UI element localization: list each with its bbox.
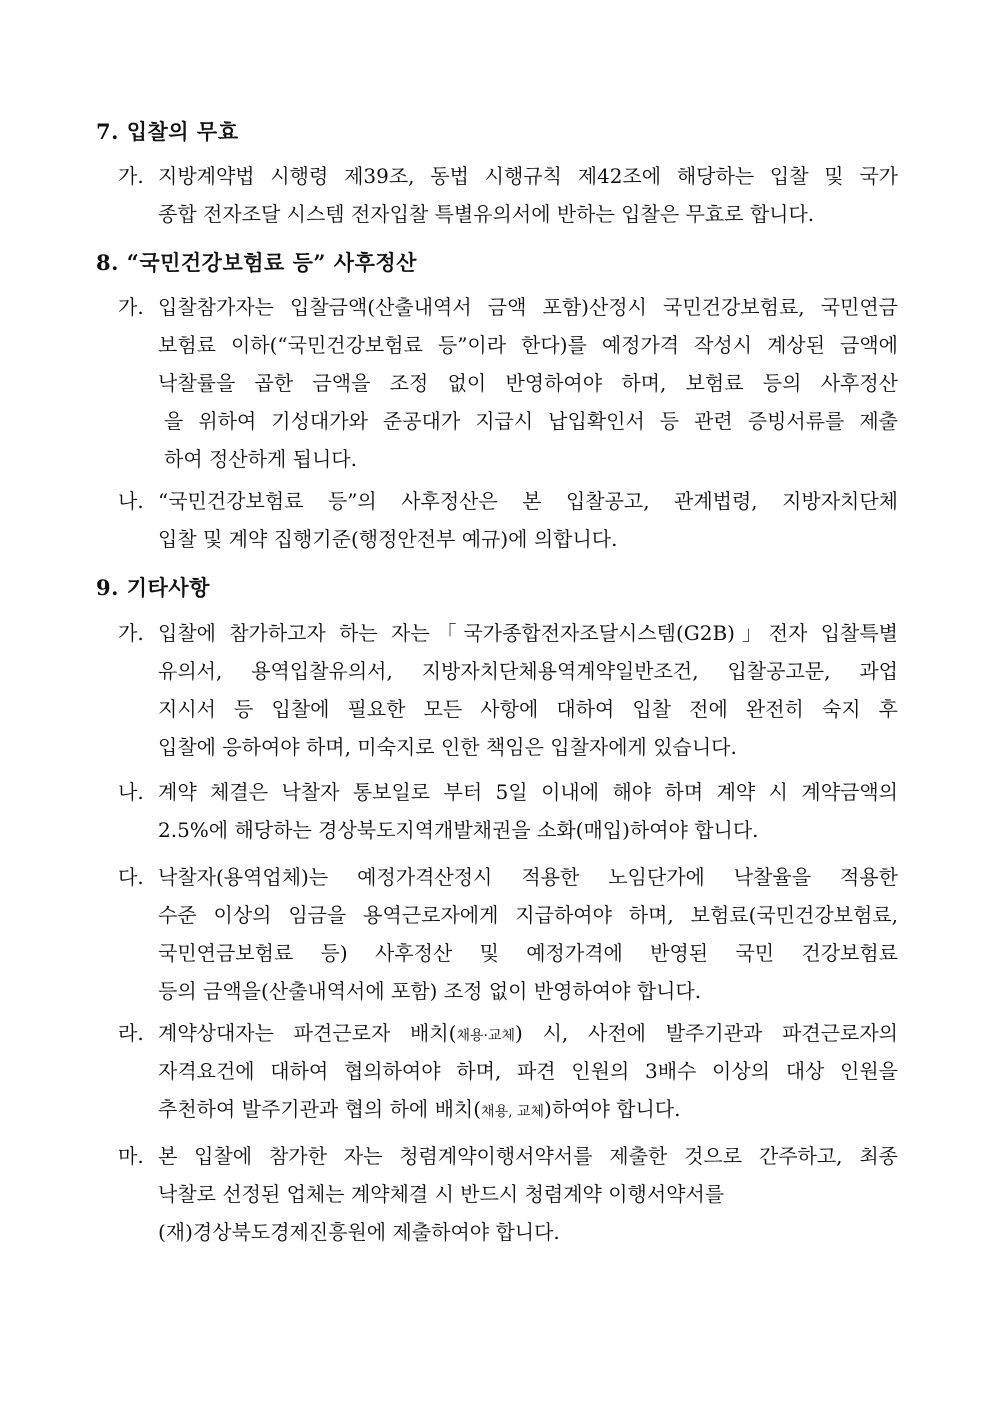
line-small-text: 채용, 교체 — [481, 1104, 545, 1120]
item-text-line: 입찰에 응하여야 하며, 미숙지로 인한 책임은 입찰자에게 있습니다. — [158, 735, 737, 759]
item-marker: 나. — [118, 780, 144, 804]
section-7-item-ga — [118, 157, 898, 233]
section-9-item-ma — [118, 1137, 898, 1251]
item-text-line: 지방계약법 시행령 제39조, 동법 시행규칙 제42조에 해당하는 입찰 및 국가 — [158, 164, 898, 188]
item-marker: 가. — [118, 621, 144, 645]
section-9-title: 9. 기타사항 — [96, 575, 210, 600]
item-text-line: 낙찰로 선정된 업체는 계약체결 시 반드시 청렴계약 이행서약서를 — [158, 1182, 725, 1206]
line-text: 추천하여 발주기관과 협의 하에 배치( — [158, 1097, 482, 1121]
item-text-line: 본 입찰에 참가한 자는 청렴계약이행서약서를 제출한 것으로 간주하고, 최종 — [158, 1144, 898, 1168]
line-text: )하여야 합니다. — [544, 1097, 681, 1121]
item-text-line — [118, 1090, 898, 1128]
section-8-title: 8. “국민건강보험료 등” 사후정산 — [96, 250, 417, 275]
item-marker: 다. — [118, 865, 144, 889]
item-marker: 라. — [118, 1021, 144, 1045]
item-marker: 가. — [118, 164, 144, 188]
section-9-item-ra — [118, 1014, 898, 1128]
item-text-line: 낙찰률을 곱한 금액을 조정 없이 반영하여야 하며, 보험료 등의 사후정산 — [158, 371, 898, 395]
item-text-line: 입찰 및 계약 집행기준(행정안전부 예규)에 의합니다. — [158, 527, 618, 551]
item-text-line: 하여 정산하게 됩니다. — [164, 447, 357, 471]
item-text-line: (재)경상북도경제진흥원에 제출하여야 합니다. — [158, 1220, 560, 1244]
line-text: 계약상대자는 파견근로자 배치( — [158, 1021, 457, 1045]
item-text-line: 을 위하여 기성대가와 준공대가 지급시 납입확인서 등 관련 증빙서류를 제출 — [164, 409, 898, 433]
line-small-text: 채용·교체 — [456, 1028, 516, 1044]
item-text-line: 2.5%에 해당하는 경상북도지역개발채권을 소화(매입)하여야 합니다. — [158, 818, 759, 842]
item-text-line: 입찰참가자는 입찰금액(산출내역서 금액 포함)산정시 국민건강보험료, 국민연금 — [158, 295, 898, 319]
section-7-title: 7. 입찰의 무효 — [96, 119, 239, 144]
line-text: ) 시, 사전에 발주기관과 파견근로자의 — [515, 1021, 899, 1045]
item-text-line: 수준 이상의 임금을 용역근로자에게 지급하여야 하며, 보험료(국민건강보험료, — [158, 903, 898, 927]
section-9-item-na — [118, 773, 898, 849]
item-marker: 가. — [118, 295, 144, 319]
section-9-item-ga — [118, 614, 898, 766]
line-text: 자격요건에 대하여 협의하여야 하며, 파견 인원의 3배수 이상의 대상 인원을 — [158, 1059, 898, 1083]
item-text-line: 낙찰자(용역업체)는 예정가격산정시 적용한 노임단가에 낙찰율을 적용한 — [158, 865, 898, 889]
item-text-line: 종합 전자조달 시스템 전자입찰 특별유의서에 반하는 입찰은 무효로 합니다. — [158, 202, 815, 226]
item-marker: 나. — [118, 489, 144, 513]
item-text-line — [118, 1052, 898, 1090]
item-text-line: “국민건강보험료 등”의 사후정산은 본 입찰공고, 관계법령, 지방자치단체 — [158, 489, 898, 513]
item-text-line: 지시서 등 입찰에 필요한 모든 사항에 대하여 입찰 전에 완전히 숙지 후 — [158, 697, 898, 721]
item-text-line: 등의 금액을(산출내역서에 포함) 조정 없이 반영하여야 합니다. — [158, 979, 702, 1003]
section-9-item-da — [118, 858, 898, 1010]
item-marker: 마. — [118, 1144, 144, 1168]
section-8-item-na — [118, 482, 898, 558]
item-text-line: 국민연금보험료 등) 사후정산 및 예정가격에 반영된 국민 건강보험료 — [158, 941, 898, 965]
item-text-line — [118, 1014, 898, 1052]
item-text-line: 유의서, 용역입찰유의서, 지방자치단체용역계약일반조건, 입찰공고문, 과업 — [158, 659, 898, 683]
section-8-item-ga — [118, 288, 898, 478]
item-text-line: 보험료 이하(“국민건강보험료 등”이라 한다)를 예정가격 작성시 계상된 금액에 — [158, 333, 898, 357]
item-text-line: 입찰에 참가하고자 하는 자는「국가종합전자조달시스템(G2B)」전자 입찰특별 — [158, 621, 898, 645]
item-text-line: 계약 체결은 낙찰자 통보일로 부터 5일 이내에 해야 하며 계약 시 계약금액의 — [158, 780, 898, 804]
